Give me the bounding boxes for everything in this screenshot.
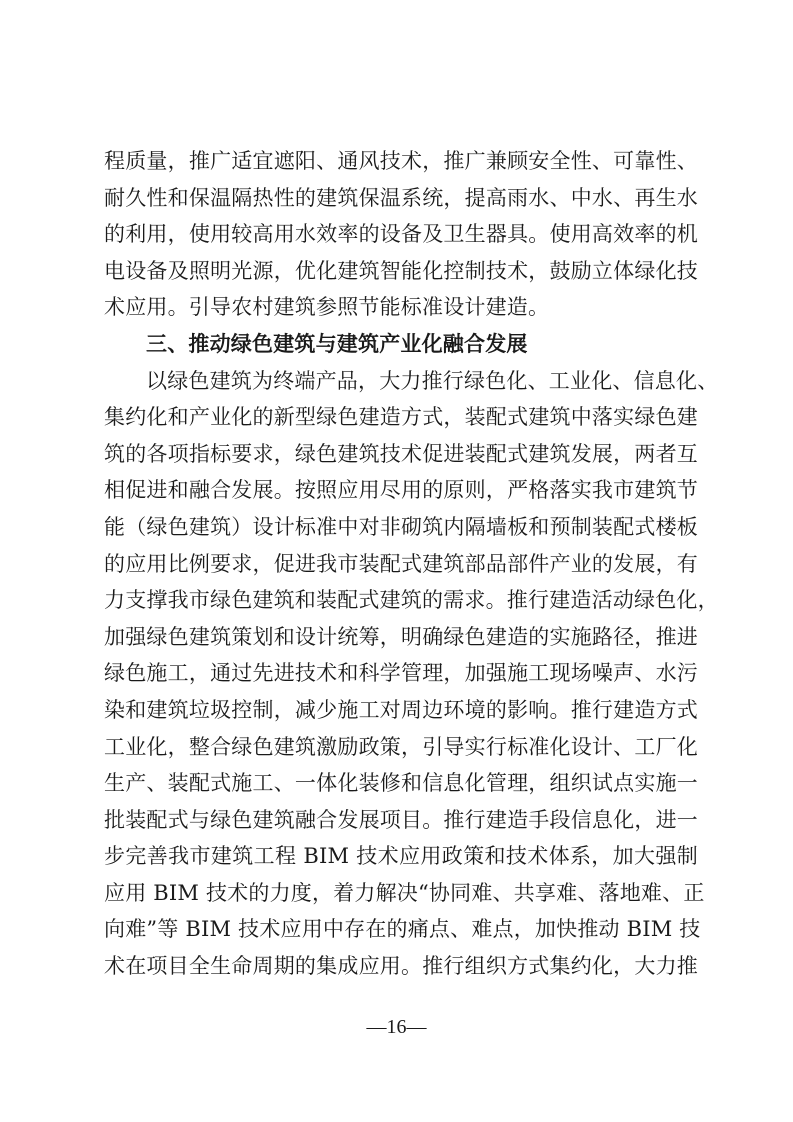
text-line: 以绿色建筑为终端产品，大力推行绿色化、工业化、信息化、 (146, 368, 719, 393)
text-line: 耐久性和保温隔热性的建筑保温系统，提高雨水、中水、再生水 (104, 185, 698, 210)
text-line: 程质量，推广适宜遮阳、通风技术，推广兼顾安全性、可靠性、 (104, 149, 698, 173)
section-heading: 三、推动绿色建筑与建筑产业化融合发展 (146, 331, 528, 356)
text-line: 绿色施工，通过先进技术和科学管理，加强施工现场噪声、水污 (104, 661, 698, 686)
text-line: 加强绿色建筑策划和设计统筹，明确绿色建造的实施路径，推进 (104, 624, 698, 649)
text-line: 集约化和产业化的新型绿色建造方式，装配式建筑中落实绿色建 (104, 405, 698, 430)
body-text (104, 143, 719, 985)
page-number: —16— (366, 1016, 427, 1038)
text-line: 电设备及照明光源，优化建筑智能化控制技术，鼓励立体绿化技 (104, 258, 698, 283)
text-line: 生产、装配式施工、一体化装修和信息化管理，组织试点实施一 (104, 771, 698, 796)
text-line: 工业化，整合绿色建筑激励政策，引导实行标准化设计、工厂化 (104, 734, 698, 759)
text-line: 术应用。引导农村建筑参照节能标准设计建造。 (104, 295, 550, 320)
text-line: 向难”等 BIM 技术应用中存在的痛点、难点，加快推动 BIM 技 (104, 917, 701, 942)
text-line: 批装配式与绿色建筑融合发展项目。推行建造手段信息化，进一 (104, 807, 698, 832)
text-line: 染和建筑垃圾控制，减少施工对周边环境的影响。推行建造方式 (104, 697, 698, 722)
text-line: 应用 BIM 技术的力度，着力解决“协同难、共享难、落地难、正 (104, 880, 705, 905)
text-line: 的利用，使用较高用水效率的设备及卫生器具。使用高效率的机 (104, 222, 698, 247)
text-line: 相促进和融合发展。按照应用尽用的原则，严格落实我市建筑节 (104, 478, 698, 503)
text-line: 步完善我市建筑工程 BIM 技术应用政策和技术体系，加大强制 (104, 844, 698, 869)
text-line: 筑的各项指标要求，绿色建筑技术促进装配式建筑发展，两者互 (104, 441, 698, 466)
text-line: 的应用比例要求，促进我市装配式建筑部品部件产业的发展，有 (104, 551, 698, 576)
text-line: 术在项目全生命周期的集成应用。推行组织方式集约化，大力推 (104, 954, 698, 979)
text-line: 力支撑我市绿色建筑和装配式建筑的需求。推行建造活动绿色化， (104, 588, 719, 613)
text-line: 能（绿色建筑）设计标准中对非砌筑内隔墙板和预制装配式楼板 (104, 514, 698, 539)
